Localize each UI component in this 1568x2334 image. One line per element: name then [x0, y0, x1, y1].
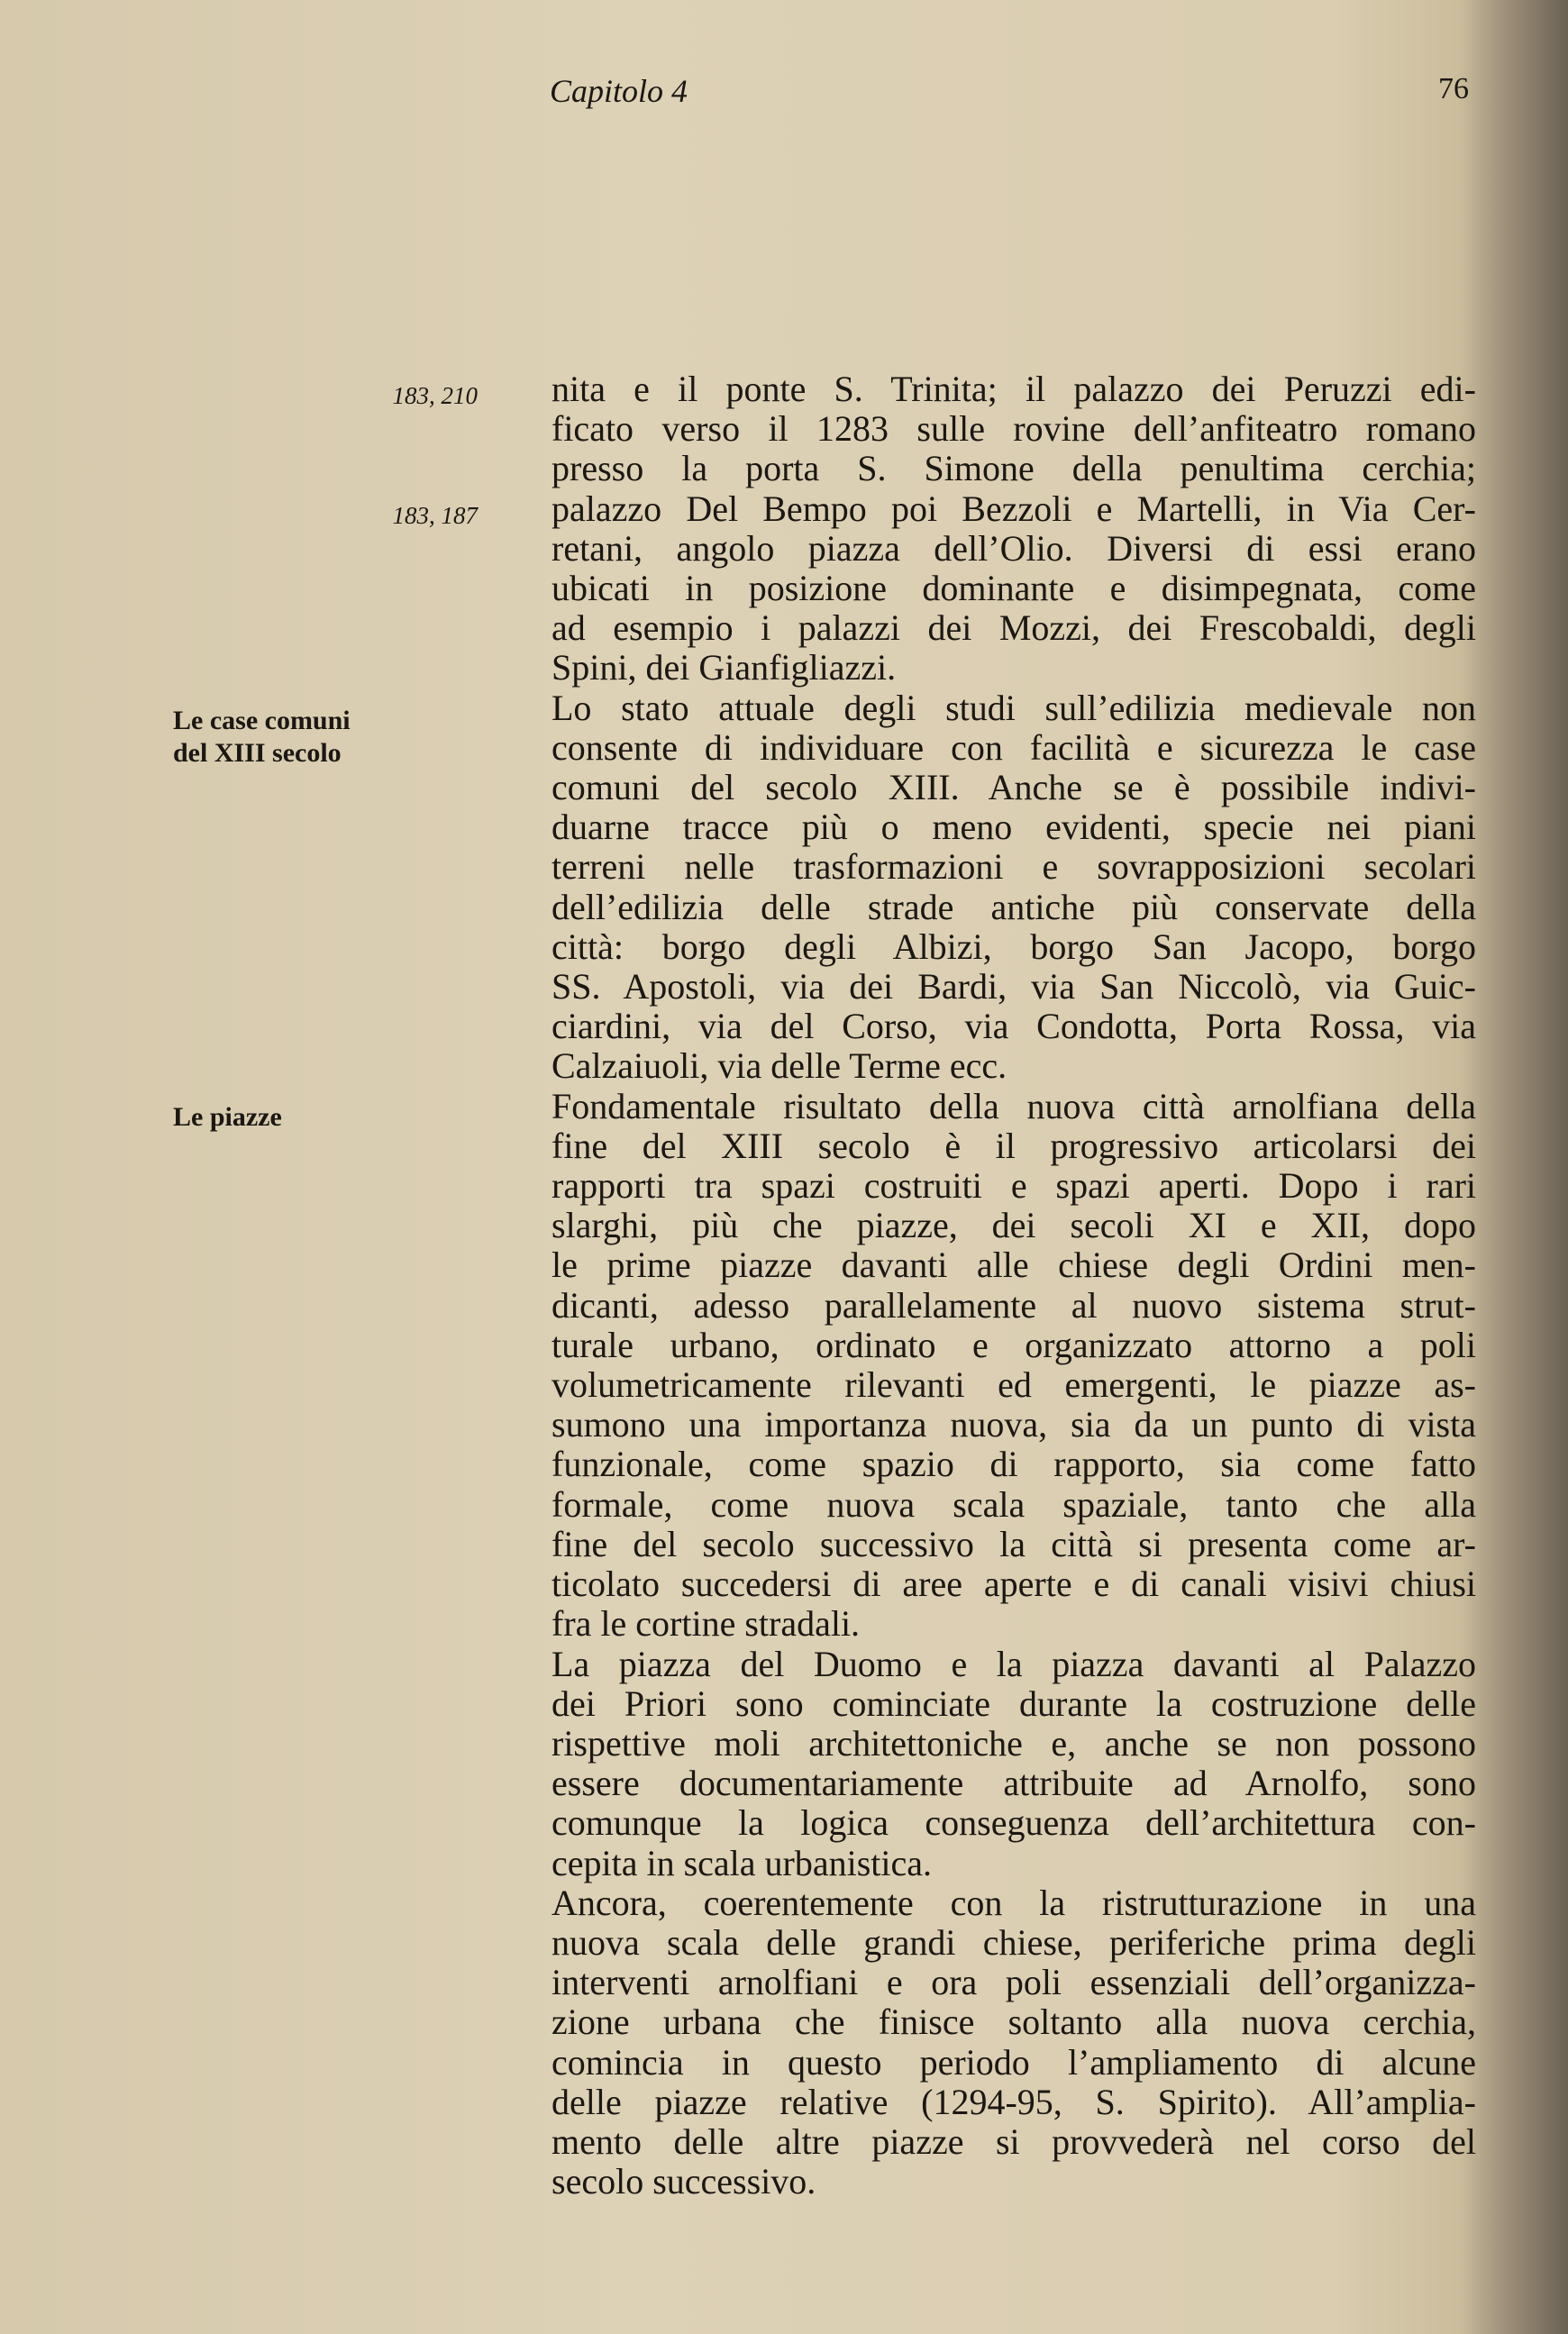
- text-line: SS. Apostoli, via dei Bardi, via San Niccolò, via Guic-: [552, 966, 1476, 1007]
- text-line: ubicati in posizione dominante e disimpegnata, come: [552, 568, 1476, 609]
- side-heading-piazze: [173, 1101, 407, 1134]
- text-line: sumono una importanza nuova, sia da un punto di vista: [552, 1404, 1476, 1445]
- text-line: ciardini, via del Corso, via Condotta, Porta Rossa, via: [552, 1006, 1476, 1047]
- text-line: formale, come nuova scala spaziale, tanto che alla: [552, 1483, 1476, 1525]
- text-line: nita e il ponte S. Trinita; il palazzo dei Peruzzi edi-: [552, 369, 1476, 409]
- text-line: città: borgo degli Albizi, borgo San Jacopo, borgo: [552, 925, 1476, 967]
- running-head-chapter: Capitolo 4: [550, 73, 688, 109]
- text-line: duarne tracce più o meno evidenti, specie nei piani: [552, 807, 1476, 848]
- text-line: delle piazze relative (1294-95, S. Spirito). All’amplia-: [552, 2081, 1476, 2122]
- text-line: Fondamentale risultato della nuova città arnolfiana della: [552, 1085, 1476, 1126]
- paragraph: [552, 369, 1476, 688]
- text-line: rispettive moli architettoniche e, anche se non possono: [552, 1722, 1476, 1764]
- side-heading-case-comuni: [173, 705, 407, 770]
- text-line: comuni del secolo XIII. Anche se è possibile indivi-: [552, 767, 1476, 808]
- text-line: turale urbano, ordinato e organizzato attorno a poli: [552, 1324, 1476, 1365]
- text-line: presso la porta S. Simone della penultima cerchia;: [552, 448, 1476, 489]
- text-line: retani, angolo piazza dell’Olio. Diversi di essi erano: [552, 527, 1476, 569]
- text-line: zione urbana che finisce soltanto alla nuova cerchia,: [552, 2001, 1476, 2043]
- paragraph: [552, 1883, 1476, 2202]
- page-number: 76: [1438, 72, 1469, 105]
- text-line: La piazza del Duomo e la piazza davanti al Palazzo: [552, 1643, 1476, 1684]
- text-line: Ancora, coerentemente con la ristrutturazione in una: [552, 1882, 1476, 1923]
- text-line: consente di individuare con facilità e sicurezza le case: [552, 726, 1476, 768]
- text-line: le prime piazze davanti alle chiese degli Ordini men-: [552, 1244, 1476, 1286]
- margin-reference: 183, 210: [392, 382, 478, 409]
- side-heading-line: Le case comuni: [173, 706, 351, 735]
- text-line: slarghi, più che piazze, dei secoli XI e XII, dopo: [552, 1205, 1476, 1246]
- text-line: fine del secolo successivo la città si presenta come ar-: [552, 1523, 1476, 1564]
- text-line: cepita in scala urbanistica.: [552, 1842, 933, 1883]
- text-line: terreni nelle trasformazioni e sovrapposizioni secolari: [552, 846, 1476, 888]
- text-line: volumetricamente rilevanti ed emergenti, le piazze as-: [552, 1364, 1476, 1406]
- paragraph: [552, 688, 1476, 1087]
- text-line: fra le cortine stradali.: [552, 1603, 861, 1645]
- text-line: ad esempio i palazzi dei Mozzi, dei Frescobaldi, degli: [552, 607, 1476, 649]
- paragraph: [552, 1645, 1476, 1883]
- margin-reference: 183, 187: [392, 502, 478, 529]
- text-line: ticolato succedersi di aree aperte e di canali visivi chiusi: [552, 1564, 1476, 1605]
- text-line: interventi arnolfiani e ora poli essenziali dell’organizza-: [552, 1962, 1476, 2003]
- text-line: dell’edilizia delle strade antiche più conservate della: [552, 886, 1476, 927]
- text-line: Lo stato attuale degli studi sull’edilizia medievale non: [552, 687, 1476, 728]
- text-line: nuova scala delle grandi chiese, periferiche prima degli: [552, 1921, 1476, 1963]
- text-line: ficato verso il 1283 sulle rovine dell’anfiteatro romano: [552, 408, 1476, 450]
- body-text: [552, 369, 1476, 2202]
- side-heading-line: Le piazze: [173, 1102, 282, 1132]
- text-line: fine del XIII secolo è il progressivo articolarsi dei: [552, 1125, 1476, 1166]
- paragraph: [552, 1087, 1476, 1645]
- text-line: essere documentariamente attribuite ad Arnolfo, sono: [552, 1763, 1476, 1804]
- text-line: mento delle altre piazze si provvederà nel corso del: [552, 2120, 1476, 2162]
- text-line: dicanti, adesso parallelamente al nuovo sistema strut-: [552, 1284, 1476, 1326]
- text-line: rapporti tra spazi costruiti e spazi aperti. Dopo i rari: [552, 1165, 1476, 1207]
- text-line: Spini, dei Gianfigliazzi.: [552, 647, 897, 688]
- side-heading-line: del XIII secolo: [173, 738, 342, 768]
- text-line: comincia in questo periodo l’ampliamento di alcune: [552, 2041, 1476, 2083]
- text-line: comunque la logica conseguenza dell’architettura con-: [552, 1802, 1476, 1844]
- text-line: dei Priori sono cominciate durante la costruzione delle: [552, 1682, 1476, 1724]
- text-line: Calzaiuoli, via delle Terme ecc.: [552, 1045, 1007, 1087]
- text-line: secolo successivo.: [552, 2161, 816, 2202]
- text-line: palazzo Del Bempo poi Bezzoli e Martelli, in Via Cer-: [552, 488, 1476, 529]
- text-line: funzionale, come spazio di rapporto, sia come fatto: [552, 1444, 1476, 1485]
